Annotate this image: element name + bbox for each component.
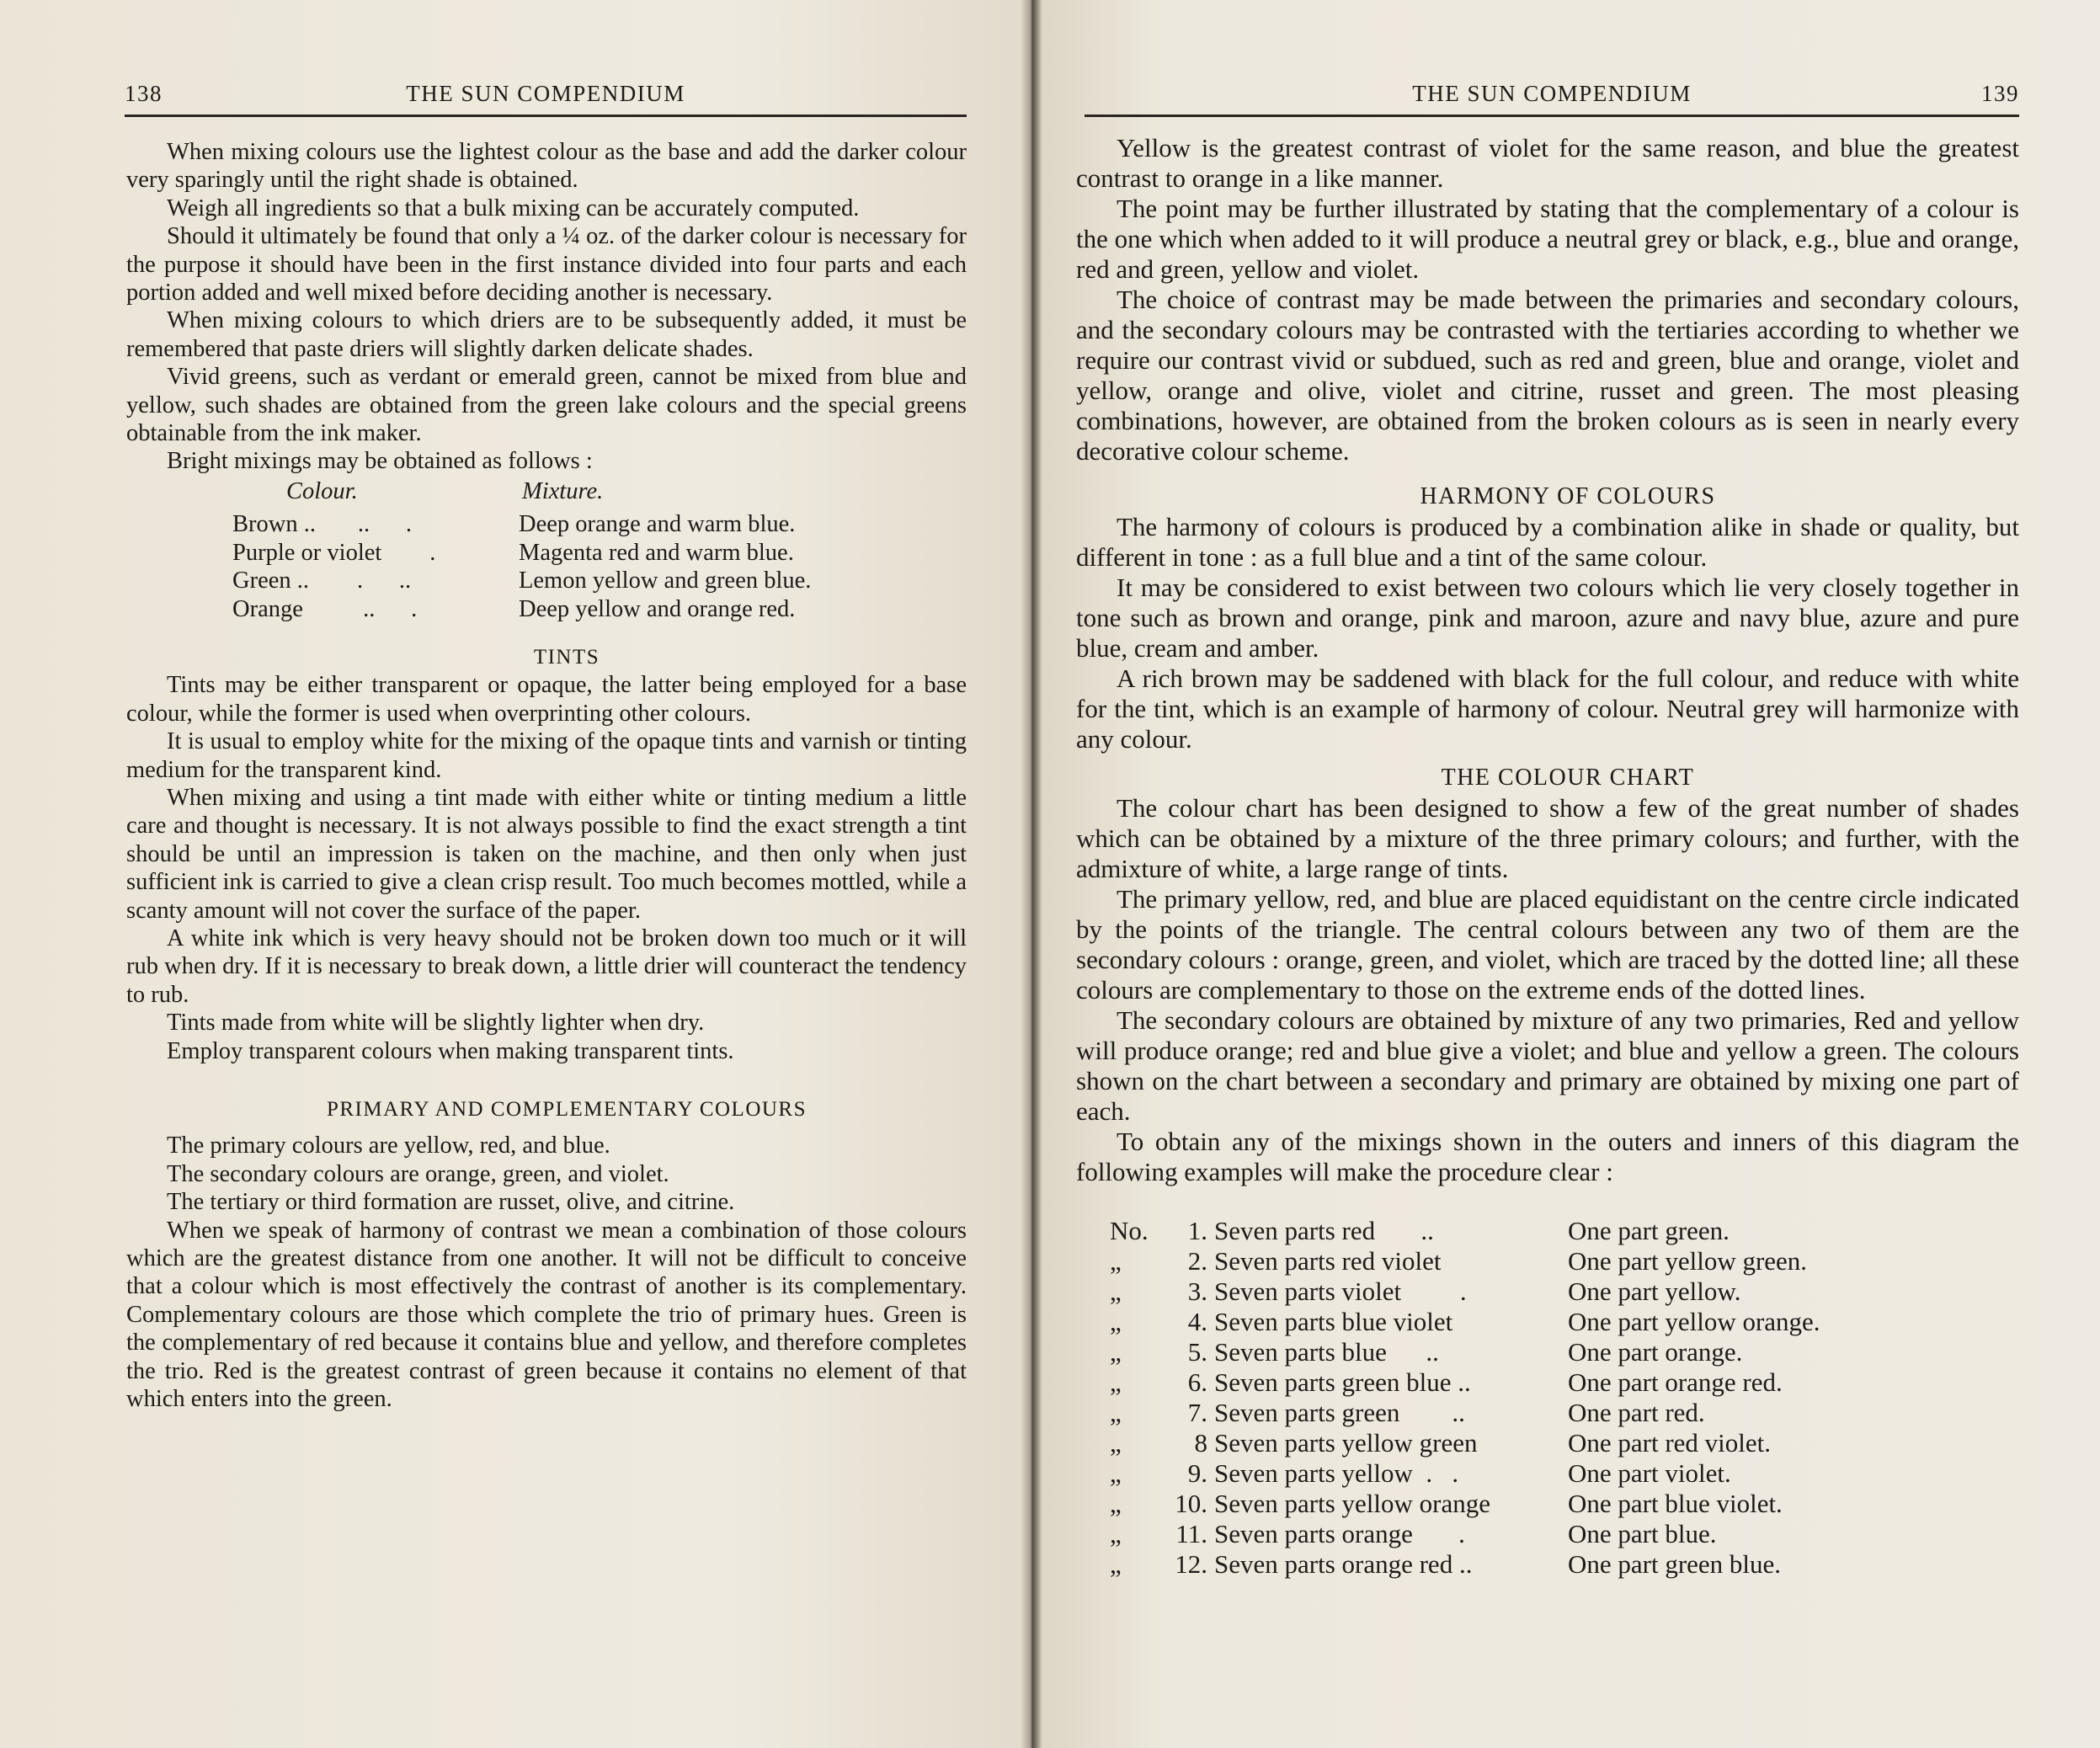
example-colour: Seven parts blue .. bbox=[1214, 1337, 1439, 1367]
example-colour: Seven parts blue violet bbox=[1214, 1307, 1453, 1336]
example-row bbox=[1076, 1246, 2019, 1276]
section-heading-colour-chart: THE COLOUR CHART bbox=[1441, 765, 1695, 791]
right-text-column bbox=[1076, 133, 2019, 1580]
example-no-label: „ bbox=[1110, 1276, 1122, 1306]
example-row bbox=[1076, 1549, 2019, 1580]
left-page bbox=[0, 0, 1034, 1748]
example-part: One part orange. bbox=[1568, 1337, 1743, 1367]
example-part: One part red violet. bbox=[1568, 1428, 1772, 1458]
bright-mixings-intro: Bright mixings may be obtained as follows : bbox=[167, 448, 593, 475]
example-part: One part red. bbox=[1568, 1398, 1705, 1427]
mixing-examples-table bbox=[1076, 1216, 2019, 1580]
paragraph: The colour chart has been designed to show a few of the great number of shades which can be obtained by a mixture of the three primary colours; and further, with the admixture of white, a large range of tints. bbox=[1076, 793, 2019, 883]
paragraph: When mixing colours use the lightest colour as the base and add the darker colour very sparingly until the right shade is obtained. bbox=[126, 139, 967, 194]
paragraph: A white ink which is very heavy should not be broken down too much or it will rub when dry. If it is necessary to break down, a little drier will counteract the tendency to rub. bbox=[126, 925, 967, 1008]
mixings-table bbox=[126, 510, 967, 623]
mixing-row bbox=[126, 510, 967, 538]
example-no-label: „ bbox=[1110, 1489, 1122, 1518]
paragraph: It is usual to employ white for the mixing of the opaque tints and varnish or tinting medium for the transparent kind. bbox=[126, 728, 967, 783]
example-part: One part yellow. bbox=[1568, 1276, 1741, 1306]
example-number: 8 bbox=[1194, 1428, 1207, 1458]
example-row bbox=[1076, 1307, 2019, 1337]
example-colour: Seven parts green .. bbox=[1214, 1398, 1465, 1427]
example-number: 1. bbox=[1187, 1216, 1207, 1245]
example-part: One part orange red. bbox=[1568, 1367, 1783, 1397]
running-head: THE SUN COMPENDIUM bbox=[1412, 81, 1692, 106]
example-no-label: „ bbox=[1110, 1549, 1122, 1579]
paragraph: To obtain any of the mixings shown in the outers and inners of this diagram the following examples will make the procedure clear : bbox=[1076, 1127, 2019, 1186]
mixture-column-heading: Mixture. bbox=[522, 477, 604, 504]
page-number: 138 bbox=[125, 81, 163, 106]
book-gutter-shadow bbox=[1021, 0, 1042, 1748]
example-colour: Seven parts green blue .. bbox=[1214, 1367, 1471, 1397]
section-heading-harmony: HARMONY OF COLOURS bbox=[1420, 483, 1716, 509]
example-number: 4. bbox=[1187, 1307, 1207, 1336]
page-number: 139 bbox=[1981, 81, 2019, 106]
mixings-table-header bbox=[126, 477, 967, 505]
paragraph: Weigh all ingredients so that a bulk mixing can be accurately computed. bbox=[167, 195, 860, 221]
example-number: 6. bbox=[1187, 1367, 1207, 1397]
example-no-label: No. bbox=[1110, 1216, 1149, 1245]
example-row bbox=[1076, 1428, 2019, 1458]
example-colour: Seven parts yellow green bbox=[1214, 1428, 1478, 1458]
mixing-mixture: Deep orange and warm blue. bbox=[519, 511, 796, 538]
paragraph: Tints made from white will be slightly lighter when dry. bbox=[167, 1010, 705, 1037]
example-part: One part blue violet. bbox=[1568, 1489, 1783, 1518]
paragraph: The choice of contrast may be made between the primaries and secondary colours, and the secondary colours may be contrasted with the tertiaries according to whether we require our contrast vivid or subdued, such as red and green, blue and orange, violet and yellow, orange and olive, violet and citrine, russet and green. The most pleasing combinations, however, are obtained from the broken colours as is seen in nearly every decorative colour scheme. bbox=[1076, 285, 2019, 466]
mixing-row bbox=[126, 595, 967, 623]
left-page-header bbox=[125, 81, 967, 117]
example-colour: Seven parts yellow . . bbox=[1214, 1458, 1459, 1488]
example-number: 2. bbox=[1187, 1246, 1207, 1276]
left-text-column bbox=[126, 138, 967, 1413]
example-number: 3. bbox=[1187, 1276, 1207, 1306]
example-part: One part green blue. bbox=[1568, 1549, 1782, 1579]
example-no-label: „ bbox=[1110, 1337, 1122, 1367]
example-row bbox=[1076, 1458, 2019, 1489]
paragraph: The primary colours are yellow, red, and blue. bbox=[167, 1132, 610, 1159]
section-heading-tints: TINTS bbox=[533, 645, 600, 669]
example-number: 5. bbox=[1187, 1337, 1207, 1367]
example-row bbox=[1076, 1276, 2019, 1307]
example-row bbox=[1076, 1398, 2019, 1428]
example-number: 12. bbox=[1175, 1549, 1207, 1579]
paragraph: When mixing and using a tint made with either white or tinting medium a little care and thought is necessary. It is not always possible to find the exact strength a tint should be until an impression is taken on the machine, and then only when just sufficient ink is carried to give a clean crisp result. Too much becomes mottled, while a scanty amount will not cover the surface of the paper. bbox=[126, 784, 967, 924]
example-part: One part blue. bbox=[1568, 1519, 1717, 1548]
example-no-label: „ bbox=[1110, 1367, 1122, 1397]
example-no-label: „ bbox=[1110, 1519, 1122, 1548]
paragraph: Yellow is the greatest contrast of violet for the same reason, and blue the greatest contrast to orange in a like manner. bbox=[1076, 133, 2019, 193]
section-heading-primary: PRIMARY AND COMPLEMENTARY COLOURS bbox=[326, 1098, 807, 1121]
example-number: 7. bbox=[1187, 1398, 1207, 1427]
example-number: 10. bbox=[1175, 1489, 1207, 1518]
right-page bbox=[1034, 0, 2100, 1748]
mixing-mixture: Deep yellow and orange red. bbox=[519, 595, 796, 622]
example-colour: Seven parts red .. bbox=[1214, 1216, 1434, 1245]
mixing-colour: Purple or violet . bbox=[232, 539, 436, 566]
paragraph: The harmony of colours is produced by a combination alike in shade or quality, but different in tone : as a full blue and a tint of the same colour. bbox=[1076, 512, 2019, 572]
example-row bbox=[1076, 1216, 2019, 1246]
example-colour: Seven parts orange red .. bbox=[1214, 1549, 1473, 1579]
example-no-label: „ bbox=[1110, 1246, 1122, 1276]
mixing-row bbox=[126, 539, 967, 567]
paragraph: Vivid greens, such as verdant or emerald green, cannot be mixed from blue and yellow, such shades are obtained from the green lake colours and the special greens obtainable from the ink maker. bbox=[126, 364, 967, 447]
paragraph: It may be considered to exist between two colours which lie very closely together in tone such as brown and orange, pink and maroon, azure and navy blue, azure and pure blue, cream and amber. bbox=[1076, 573, 2019, 663]
mixing-mixture: Lemon yellow and green blue. bbox=[519, 568, 812, 594]
paragraph: Employ transparent colours when making transparent tints. bbox=[167, 1037, 734, 1064]
mixing-colour: Orange .. . bbox=[232, 595, 418, 622]
paragraph: A rich brown may be saddened with black for the full colour, and reduce with white for the tint, which is an example of harmony of colour. Neutral grey will harmonize with any colour. bbox=[1076, 663, 2019, 754]
example-row bbox=[1076, 1519, 2019, 1549]
example-colour: Seven parts yellow orange bbox=[1214, 1489, 1490, 1518]
example-row bbox=[1076, 1337, 2019, 1367]
example-part: One part yellow green. bbox=[1568, 1246, 1808, 1276]
example-part: One part green. bbox=[1568, 1216, 1730, 1245]
example-colour: Seven parts orange . bbox=[1214, 1519, 1465, 1548]
example-no-label: „ bbox=[1110, 1458, 1122, 1488]
paragraph: Tints may be either transparent or opaque, the latter being employed for a base colour, while the former is used when overprinting other colours. bbox=[126, 672, 967, 727]
paragraph: The secondary colours are orange, green, and violet. bbox=[167, 1160, 669, 1187]
paragraph: The primary yellow, red, and blue are placed equidistant on the centre circle indicated by the points of the triangle. The central colours between any two of them are the secondary colours : orange, green, and violet, which are traced by the dotted line; all these colours are complementary to those on the extreme ends of the dotted lines. bbox=[1076, 884, 2019, 1005]
mixing-colour: Green .. . .. bbox=[232, 568, 412, 594]
example-number: 11. bbox=[1175, 1519, 1207, 1548]
paragraph: When we speak of harmony of contrast we mean a combination of those colours which are the greatest distance from one another. It will not be difficult to conceive that a colour which is most effectively the contrast of another is its complementary. Complementary colours are those which complete the trio of primary hues. Green is the complementary of red because it contains blue and yellow, and therefore completes the trio. Red is the greatest contrast of green because it contains no element of that which enters into the green. bbox=[126, 1217, 967, 1413]
paragraph: When mixing colours to which driers are to be subsequently added, it must be remembered that paste driers will slightly darken delicate shades. bbox=[126, 307, 967, 362]
example-row bbox=[1076, 1489, 2019, 1519]
example-part: One part yellow orange. bbox=[1568, 1307, 1820, 1336]
running-head: THE SUN COMPENDIUM bbox=[406, 81, 685, 106]
colour-column-heading: Colour. bbox=[286, 477, 358, 504]
example-number: 9. bbox=[1187, 1458, 1207, 1488]
example-colour: Seven parts violet . bbox=[1214, 1276, 1467, 1306]
mixing-row bbox=[126, 567, 967, 594]
paragraph: The point may be further illustrated by stating that the complementary of a colour is the one which when added to it will produce a neutral grey or black, e.g., blue and orange, red and green, yellow and violet. bbox=[1076, 194, 2019, 284]
mixing-mixture: Magenta red and warm blue. bbox=[519, 539, 794, 566]
example-colour: Seven parts red violet bbox=[1214, 1246, 1442, 1276]
example-row bbox=[1076, 1367, 2019, 1398]
example-no-label: „ bbox=[1110, 1428, 1122, 1458]
right-page-header bbox=[1085, 81, 2019, 117]
paragraph: The secondary colours are obtained by mixture of any two primaries, Red and yellow will produce orange; red and blue give a violet; and blue and yellow a green. The colours shown on the chart between a secondary and primary are obtained by mixing one part of each. bbox=[1076, 1005, 2019, 1126]
example-no-label: „ bbox=[1110, 1307, 1122, 1336]
example-part: One part violet. bbox=[1568, 1458, 1731, 1488]
paragraph: Should it ultimately be found that only a ¼ oz. of the darker colour is necessary for the purpose it should have been in the first instance divided into four parts and each portion added and well mixed before deciding another is necessary. bbox=[126, 223, 967, 306]
paragraph: The tertiary or third formation are russet, olive, and citrine. bbox=[167, 1189, 735, 1216]
example-no-label: „ bbox=[1110, 1398, 1122, 1427]
mixing-colour: Brown .. .. . bbox=[232, 511, 412, 538]
